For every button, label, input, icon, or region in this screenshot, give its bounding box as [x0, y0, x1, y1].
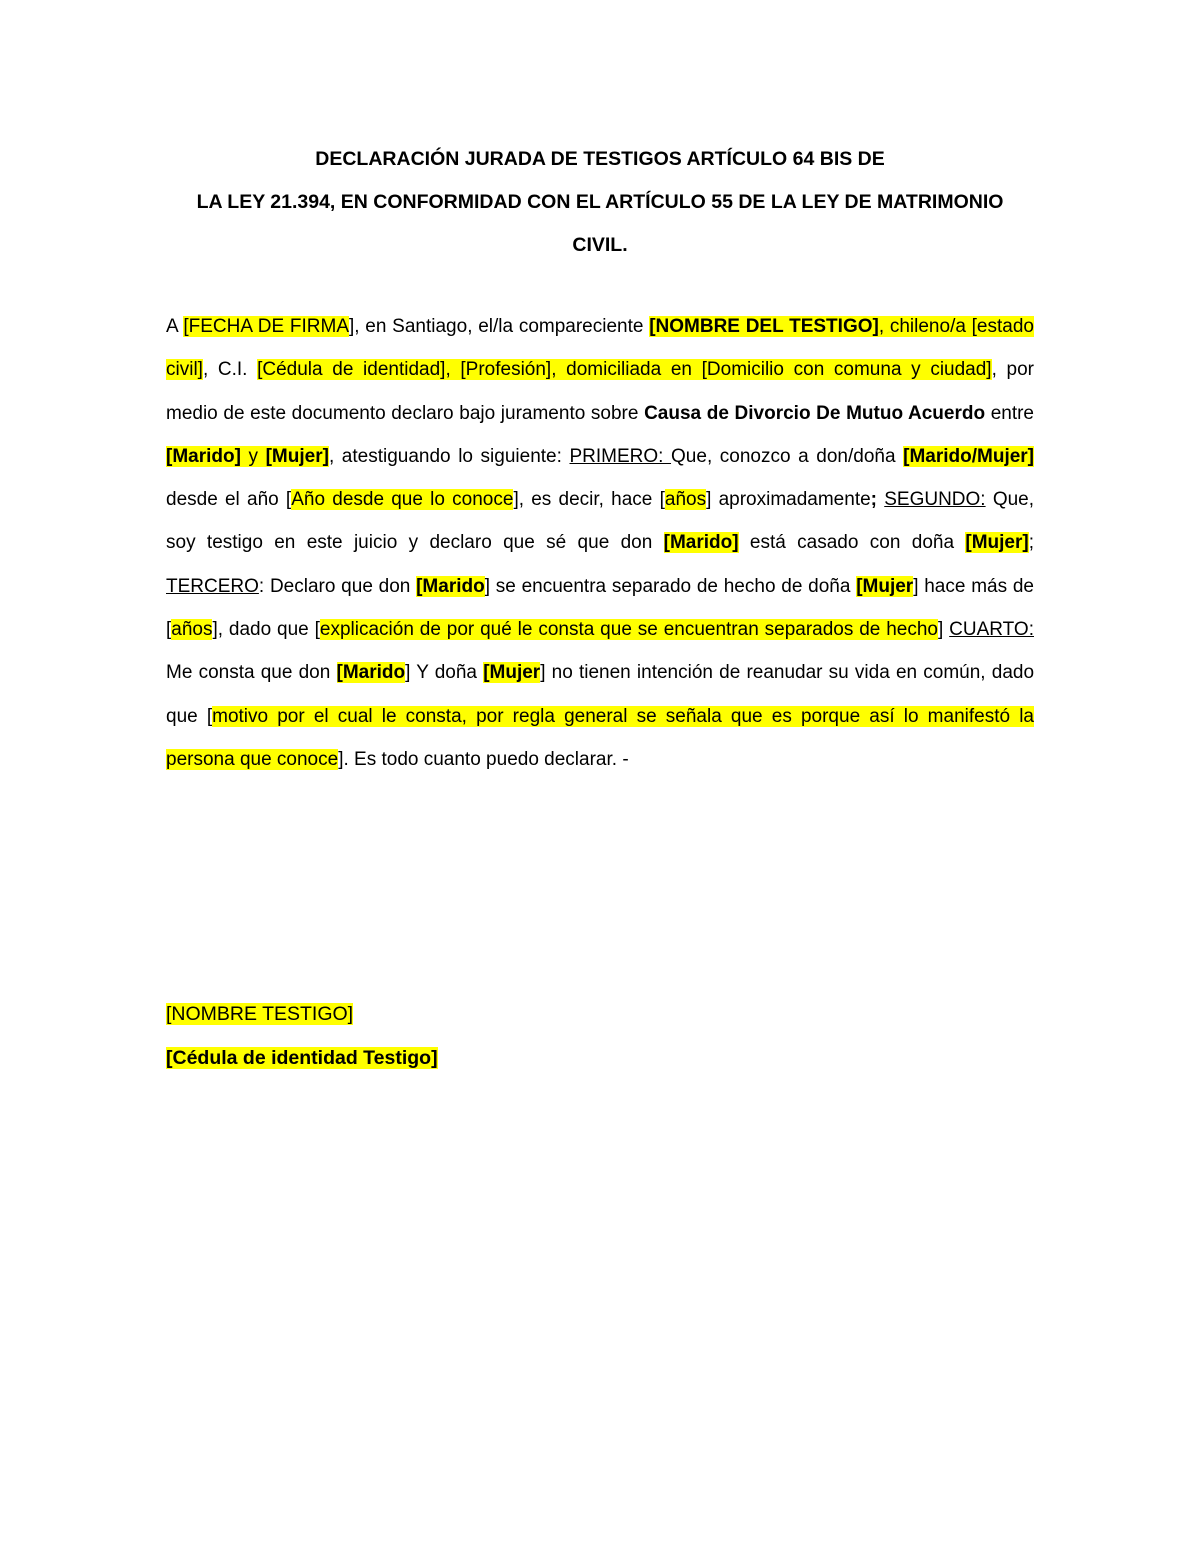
placeholder-mujer: [Mujer: [856, 575, 914, 597]
placeholder-marido: [Marido]: [663, 532, 739, 554]
text-segment: A: [166, 316, 184, 337]
placeholder-marido: [Marido: [416, 575, 485, 597]
text-segment: ;: [1028, 532, 1034, 554]
text-segment: ] no tienen intención de reanudar su vida en común, dado que [: [166, 662, 1035, 727]
text-segment: ;: [870, 489, 885, 511]
text-segment: ], es decir, hace [: [513, 489, 665, 511]
placeholder-mujer: [Mujer: [483, 662, 541, 684]
text-segment: desde el año [: [166, 489, 292, 511]
title-line-2: LA LEY 21.394, EN CONFORMIDAD CON EL ARTÍCULO 55 DE LA LEY DE MATRIMONIO: [196, 191, 1004, 213]
text-segment: ] se encuentra separado de hecho de doña: [484, 575, 857, 597]
text-segment: ] Y doña: [405, 662, 484, 684]
signature-block: [166, 992, 438, 1080]
placeholder-motivo: motivo por el cual le consta, por regla general se señala que es porque así lo manifestó la persona que conoce: [166, 705, 1034, 770]
signature-name: [NOMBRE TESTIGO]: [166, 1003, 354, 1025]
placeholder-anos: años: [171, 619, 213, 641]
placeholder-identidad-profesion-domicilio: [Cédula de identidad], [Profesión], domiciliada en [Domicilio con comuna y ciudad]: [257, 359, 992, 381]
declaration-paragraph: [166, 305, 1034, 781]
heading-tercero: TERCERO: [166, 575, 259, 597]
heading-primero: PRIMERO:: [569, 445, 672, 467]
placeholder-nombre-testigo: [NOMBRE DEL TESTIGO]: [649, 316, 879, 337]
placeholder-mujer: [Mujer]: [265, 445, 329, 467]
document-title: [150, 138, 1050, 267]
placeholder-anos: años: [664, 489, 707, 511]
causa-divorcio: Causa de Divorcio De Mutuo Acuerdo: [644, 402, 986, 424]
placeholder-nacionalidad-estado-civil: , chileno/a [estado civil]: [166, 316, 1034, 381]
placeholder-marido-mujer: [Marido/Mujer]: [903, 445, 1035, 467]
title-line-1: DECLARACIÓN JURADA DE TESTIGOS ARTÍCULO 64 BIS DE: [315, 148, 885, 170]
text-segment: , C.I.: [202, 359, 258, 381]
text-segment: ] aproximadamente: [706, 489, 871, 511]
signature-id: [Cédula de identidad Testigo]: [166, 1047, 438, 1069]
text-segment: Que, soy testigo en este juicio y declaro que sé que don: [166, 489, 1035, 554]
text-segment: Me consta que don: [166, 662, 337, 684]
text-segment: ]: [938, 619, 950, 641]
placeholder-marido: [Marido]: [166, 445, 241, 467]
text-segment: ], en Santiago, el/la compareciente: [349, 316, 650, 337]
text-segment: Que, conozco a don/doña: [671, 445, 904, 467]
text-segment: y: [240, 445, 266, 467]
placeholder-mujer: [Mujer]: [965, 532, 1029, 554]
placeholder-explicacion-separacion: explicación de por qué le consta que se encuentran separados de hecho: [319, 619, 939, 641]
heading-segundo: SEGUNDO:: [884, 489, 986, 511]
text-segment: ]. Es todo cuanto puedo declarar. -: [338, 748, 629, 770]
text-segment: entre: [985, 402, 1034, 424]
title-line-3: CIVIL.: [572, 234, 628, 256]
text-segment: , atestiguando lo siguiente:: [328, 445, 570, 467]
placeholder-marido: [Marido: [336, 662, 406, 684]
text-segment: está casado con doña: [738, 532, 966, 554]
text-segment: , por medio de este documento declaro bajo juramento sobre: [166, 359, 1034, 424]
placeholder-ano-conoce: Año desde que lo conoce: [291, 489, 514, 511]
text-segment: ], dado que [: [212, 619, 320, 641]
text-segment: ] hace más de [: [166, 575, 1034, 641]
placeholder-fecha-firma: [FECHA DE FIRMA: [183, 316, 349, 337]
text-segment: : Declaro que don: [258, 575, 417, 597]
heading-cuarto: CUARTO:: [949, 619, 1034, 641]
